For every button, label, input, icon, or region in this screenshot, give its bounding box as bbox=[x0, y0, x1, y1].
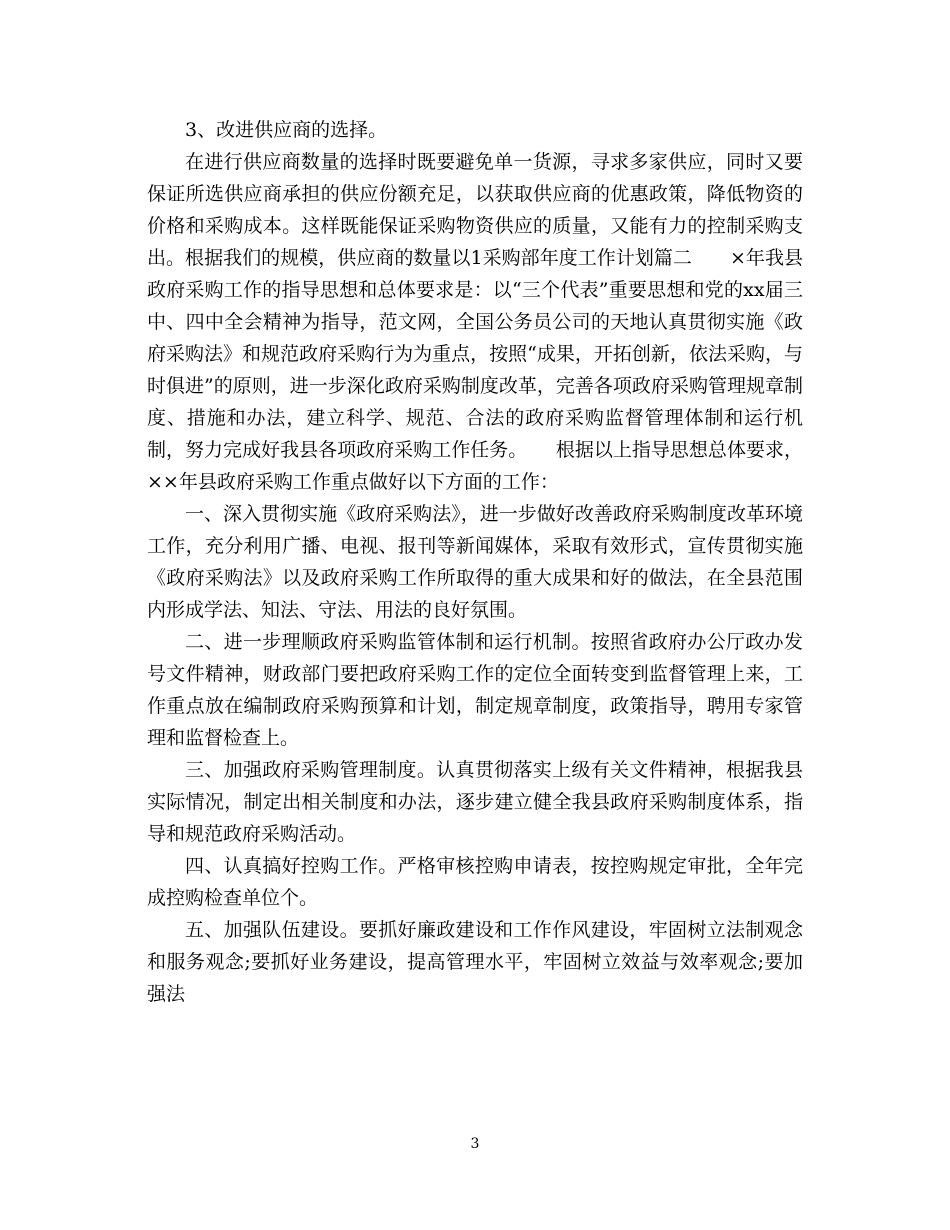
paragraph-item-five: 五、加强队伍建设。要抓好廉政建设和工作作风建设，牢固树立法制观念和服务观念;要抓好业务建设，提高管理水平，牢固树立效益与效率观念;要加强法 bbox=[147, 919, 803, 1005]
paragraph-section-heading: 3、改进供应商的选择。 bbox=[185, 119, 388, 141]
page-number: 3 bbox=[470, 1136, 480, 1152]
paragraph-item-three: 三、加强政府采购管理制度。认真贯彻落实上级有关文件精神，根据我县实际情况，制定出相关制度和办法，逐步建立健全我县政府采购制度体系，指导和规范政府采购活动。 bbox=[147, 759, 803, 845]
paragraph-item-two: 二、进一步理顺政府采购监管体制和运行机制。按照省政府办公厅政办发号文件精神，财政部门要把政府采购工作的定位全面转变到监督管理上来，工作重点放在编制政府采购预算和计划，制定规章制度，政策指导，聘用专家管理和监督检查上。 bbox=[147, 631, 803, 749]
paragraph-supplier-selection: 在进行供应商数量的选择时既要避免单一货源，寻求多家供应，同时又要保证所选供应商承担的供应份额充足，以获取供应商的优惠政策，降低物资的价格和采购成本。这样既能保证采购物资供应的质量，又能有力的控制采购支出。根据我们的规模，供应商的数量以1采购部年度工作计划篇二 ×年我县政府采购工作的指导思想和总体要求是：以“三个代表”重要思想和党的xx届三中、四中全会精神为指导，范文网，全国公务员公司的天地认真贯彻实施《政府采购法》和规范政府采购行为为重点，按照“成果，开拓创新，依法采购，与时俱进”的原则，进一步深化政府采购制度改革，完善各项政府采购管理规章制度、措施和办法，建立科学、规范、合法的政府采购监督管理体制和运行机制，努力完成好我县各项政府采购工作任务。 根据以上指导思想总体要求，××年县政府采购工作重点做好以下方面的工作： bbox=[147, 151, 803, 493]
paragraph-item-one: 一、深入贯彻实施《政府采购法》，进一步做好改善政府采购制度改革环境工作，充分利用广播、电视、报刊等新闻媒体，采取有效形式，宣传贯彻实施《政府采购法》以及政府采购工作所取得的重大成果和好的做法，在全县范围内形成学法、知法、守法、用法的良好氛围。 bbox=[147, 503, 803, 621]
paragraph-item-four: 四、认真搞好控购工作。严格审核控购申请表，按控购规定审批，全年完成控购检查单位个。 bbox=[147, 855, 803, 909]
document-body bbox=[147, 114, 803, 1010]
